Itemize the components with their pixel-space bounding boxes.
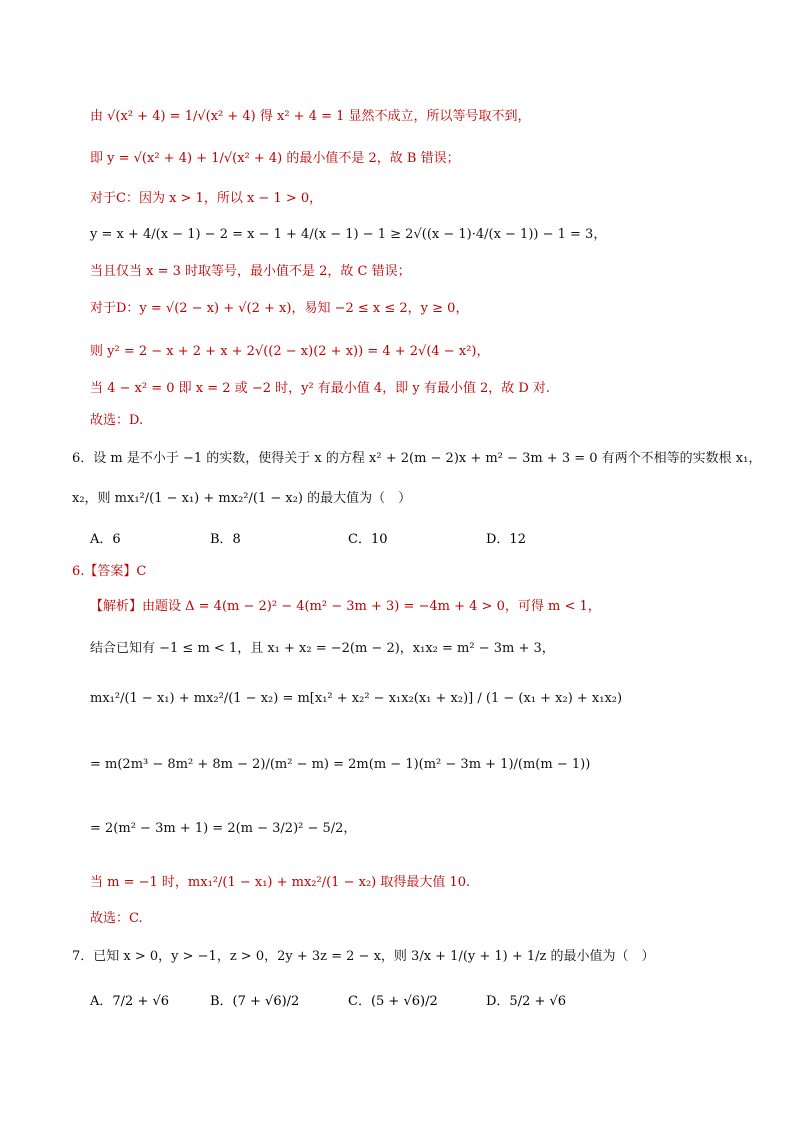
q6-stem-line-2: x₂，则 mx₁²/(1 − x₁) + mx₂²/(1 − x₂) 的最大值为（ ）: [72, 491, 412, 506]
q7-option-d: D．5/2 + √6: [486, 994, 567, 1009]
solution-line-8: 当 4 − x² = 0 即 x = 2 或 −2 时，y² 有最小值 4，即 y 有最小值 2，故 D 对.: [90, 381, 551, 396]
solution-line-2: 即 y = √(x² + 4) + 1/√(x² + 4) 的最小值不是 2，故 B 错误；: [90, 151, 460, 166]
solution-line-4: y = x + 4/(x − 1) − 2 = x − 1 + 4/(x − 1) − 1 ≥ 2√((x − 1)·4/(x − 1)) − 1 = 3，: [90, 227, 607, 242]
q6-option-a: A．6: [90, 532, 121, 547]
solution-line-9: 故选：D.: [90, 413, 144, 428]
q7-stem: 7．已知 x > 0，y > −1，z > 0，2y + 3z = 2 − x，则 3/x + 1/(y + 1) + 1/z 的最小值为（ ）: [72, 949, 655, 964]
q6-answer-tag: 6.【答案】C: [72, 564, 147, 579]
solution-line-6: 对于D：y = √(2 − x) + √(2 + x)，易知 −2 ≤ x ≤ 2，y ≥ 0，: [90, 301, 469, 316]
q6-solution-line-1: 【解析】由题设 Δ = 4(m − 2)² − 4(m² − 3m + 3) = −4m + 4 > 0，可得 m < 1，: [90, 599, 601, 614]
q6-option-b: B．8: [210, 532, 241, 547]
solution-line-3: 对于C：因为 x > 1，所以 x − 1 > 0，: [90, 191, 323, 206]
q6-solution-line-4: = m(2m³ − 8m² + 8m − 2)/(m² − m) = 2m(m − 1)(m² − 3m + 1)/(m(m − 1)): [90, 757, 591, 772]
q6-solution-line-6: 当 m = −1 时，mx₁²/(1 − x₁) + mx₂²/(1 − x₂) 取得最大值 10.: [90, 875, 471, 890]
solution-line-5: 当且仅当 x = 3 时取等号，最小值不是 2，故 C 错误；: [90, 264, 411, 279]
q7-option-a: A．7/2 + √6: [90, 994, 170, 1009]
q6-solution-line-5: = 2(m² − 3m + 1) = 2(m − 3/2)² − 5/2，: [90, 821, 357, 836]
q7-option-b: B．(7 + √6)/2: [210, 994, 300, 1009]
solution-line-7: 则 y² = 2 − x + 2 + x + 2√((2 − x)(2 + x)) = 4 + 2√(4 − x²)，: [90, 344, 490, 359]
q6-solution-line-3: mx₁²/(1 − x₁) + mx₂²/(1 − x₂) = m[x₁² + x₂² − x₁x₂(x₁ + x₂)] / (1 − (x₁ + x₂) + x₁x₂): [90, 691, 623, 706]
q6-option-d: D．12: [486, 532, 526, 547]
q6-solution-line-7: 故选：C.: [90, 911, 143, 926]
q6-solution-line-2: 结合已知有 −1 ≤ m < 1，且 x₁ + x₂ = −2(m − 2)，x₁x₂ = m² − 3m + 3，: [90, 641, 555, 656]
q7-option-c: C．(5 + √6)/2: [348, 994, 438, 1009]
q6-option-c: C．10: [348, 532, 388, 547]
solution-line-1: 由 √(x² + 4) = 1/√(x² + 4) 得 x² + 4 = 1 显然不成立，所以等号取不到，: [90, 109, 531, 124]
q6-stem-line-1: 6．设 m 是不小于 −1 的实数，使得关于 x 的方程 x² + 2(m − 2)x + m² − 3m + 3 = 0 有两个不相等的实数根 x₁，: [72, 451, 762, 466]
